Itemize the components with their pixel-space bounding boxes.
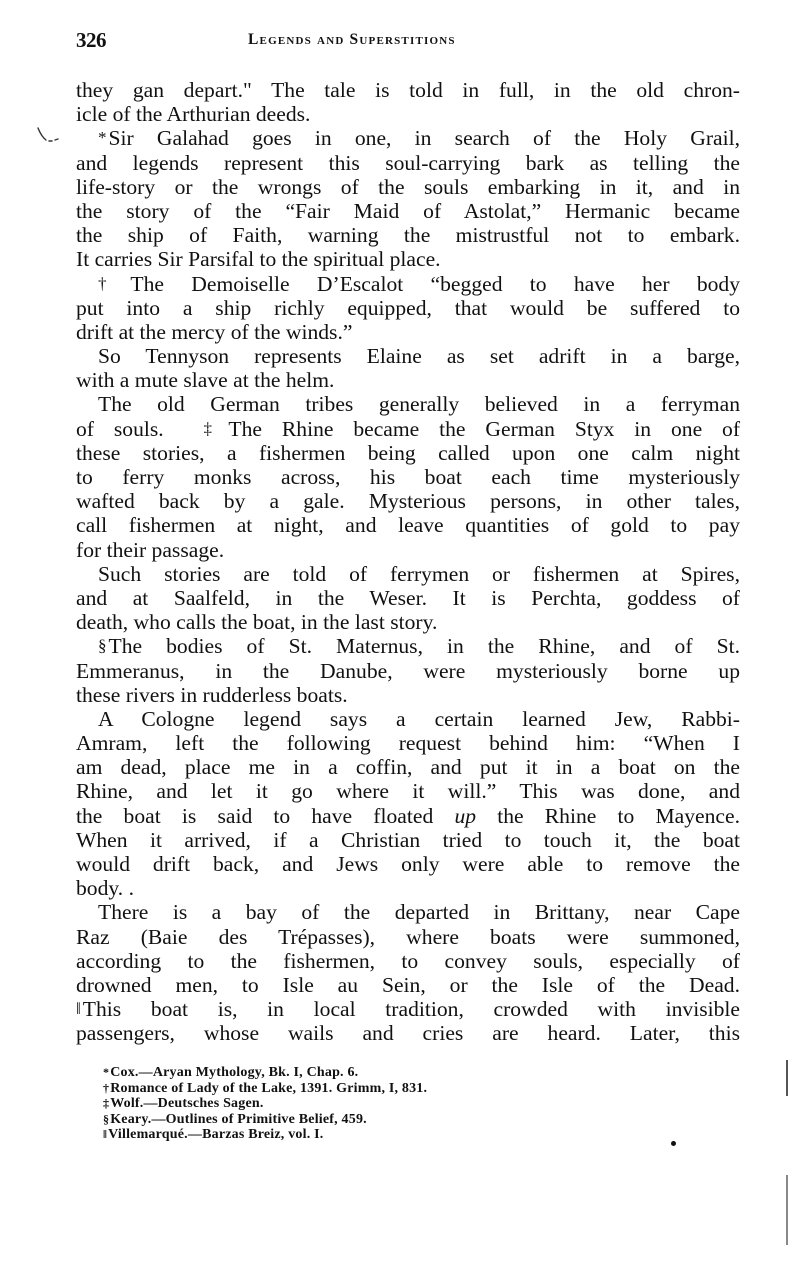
footnote xyxy=(103,1065,523,1081)
text-line: am dead, place me in a coffin, and put it in a boat on the xyxy=(76,755,740,780)
text-line: passengers, whose wails and cries are heard. Later, this xyxy=(76,1021,740,1046)
page-number: 326 xyxy=(76,28,106,52)
text-line xyxy=(76,417,740,441)
parallel-note-mark: ‖ xyxy=(76,999,81,1019)
footnotes xyxy=(103,1065,523,1143)
text-line: It carries Sir Parsifal to the spiritual place. xyxy=(76,247,441,272)
text-line: and legends represent this soul-carrying bark as telling the xyxy=(76,150,740,175)
text-line: icle of the Arthurian deeds. xyxy=(76,102,311,127)
text-line: Raz (Baie des Trépasses), where boats were summoned, xyxy=(76,924,740,949)
asterisk-note-mark: * xyxy=(98,128,107,148)
text-line: body. . xyxy=(76,876,134,901)
text-line: to ferry monks across, his boat each time mysteriously xyxy=(76,465,740,489)
paragraph-galahad xyxy=(76,126,740,150)
text-fragment: the boat is said to have floated xyxy=(76,803,434,828)
text-line: these rivers in rudderless boats. xyxy=(76,682,348,707)
italic-emphasis: up xyxy=(454,803,477,828)
footnote-text: Keary.—Outlines of Primitive Belief, 459. xyxy=(110,1111,367,1127)
footnote xyxy=(103,1112,523,1128)
running-title: Legends and Superstitions xyxy=(248,31,456,48)
footnote-symbol: ‡ xyxy=(103,1096,110,1111)
paragraph-german-tribes: The old German tribes generally believed in a ferryman xyxy=(98,392,740,417)
page-edge-shadow xyxy=(786,1175,788,1245)
paragraph-demoiselle xyxy=(76,272,740,296)
text-line: The bodies of St. Maternus, in the Rhine, and of St. xyxy=(108,634,740,659)
footnote-text: Villemarqué.—Barzas Breiz, vol. I. xyxy=(108,1127,324,1143)
footnote-text: Wolf.—Deutsches Sagen. xyxy=(110,1096,264,1112)
text-line: wafted back by a gale. Mysterious persons, in other tales, xyxy=(76,489,740,514)
paragraph-maternus xyxy=(76,634,740,658)
text-line: for their passage. xyxy=(76,537,225,562)
paragraph-tennyson: So Tennyson represents Elaine as set adrift in a barge, xyxy=(98,344,740,369)
text-fragment: This boat is, in local tradition, crowded with invisible xyxy=(82,997,740,1022)
section-note-mark: § xyxy=(98,636,107,656)
text-line: put into a ship richly equipped, that would be suffered to xyxy=(76,295,740,320)
margin-pencil-mark-icon xyxy=(36,127,62,145)
paragraph-cologne: A Cologne legend says a certain learned Jew, Rabbi- xyxy=(98,706,740,731)
text-line: drift at the mercy of the winds.” xyxy=(76,319,353,344)
text-line: they gan depart." The tale is told in full, in the old chron- xyxy=(76,78,740,102)
text-line: Amram, left the following request behind him: “When I xyxy=(76,731,740,756)
text-line: When it arrived, if a Christian tried to touch it, the boat xyxy=(76,827,740,852)
page-edge-shadow xyxy=(786,1060,788,1096)
footnote-text: Romance of Lady of the Lake, 1391. Grimm, I, 831. xyxy=(110,1080,428,1096)
text-fragment: the Rhine to Mayence. xyxy=(497,803,740,828)
body-text xyxy=(76,78,740,1046)
running-head xyxy=(76,28,746,54)
footnote-symbol: § xyxy=(103,1111,110,1126)
double-dagger-note-mark: ‡ xyxy=(203,418,227,438)
text-line: The Demoiselle D’Escalot “begged to have her body xyxy=(130,271,741,296)
text-line xyxy=(76,997,740,1021)
text-line: death, who calls the boat, in the last story. xyxy=(76,610,438,635)
text-line: these stories, a fishermen being called upon one calm night xyxy=(76,440,740,465)
footnote-symbol: † xyxy=(103,1080,110,1095)
text-line: Emmeranus, in the Danube, were mysteriously borne up xyxy=(76,658,740,683)
text-fragment: The Rhine became the German Styx in one of xyxy=(228,416,741,441)
footnote xyxy=(103,1127,523,1143)
text-line: with a mute slave at the helm. xyxy=(76,368,335,393)
text-line: life-story or the wrongs of the souls embarking in it, and in xyxy=(76,174,740,199)
text-line: would drift back, and Jews only were able to remove the xyxy=(76,852,740,876)
footnote-text: Cox.—Aryan Mythology, Bk. I, Chap. 6. xyxy=(110,1065,359,1080)
text-line: Rhine, and let it go where it will.” This was done, and xyxy=(76,779,740,804)
footnote xyxy=(103,1096,523,1112)
text-line: the story of the “Fair Maid of Astolat,” Hermanic became xyxy=(76,198,740,223)
text-fragment: of souls. xyxy=(76,416,164,441)
paragraph-brittany: There is a bay of the departed in Brittany, near Cape xyxy=(98,900,740,925)
dagger-note-mark: † xyxy=(98,273,129,293)
text-line: Sir Galahad goes in one, in search of the Holy Grail, xyxy=(108,126,740,151)
text-line: according to the fishermen, to convey souls, especially of xyxy=(76,948,740,973)
text-line: drowned men, to Isle au Sein, or the Isle of the Dead. xyxy=(76,972,740,997)
ink-speck xyxy=(671,1141,676,1146)
text-line xyxy=(76,804,740,828)
footnote xyxy=(103,1081,523,1097)
text-line: the ship of Faith, warning the mistrustful not to embark. xyxy=(76,223,740,248)
text-line: and at Saalfeld, in the Weser. It is Perchta, goddess of xyxy=(76,585,740,610)
text-line: call fishermen at night, and leave quantities of gold to pay xyxy=(76,513,740,538)
footnote-symbol: * xyxy=(103,1065,110,1079)
paragraph-ferrymen: Such stories are told of ferrymen or fishermen at Spires, xyxy=(98,561,740,586)
footnote-symbol: ‖ xyxy=(103,1127,108,1142)
